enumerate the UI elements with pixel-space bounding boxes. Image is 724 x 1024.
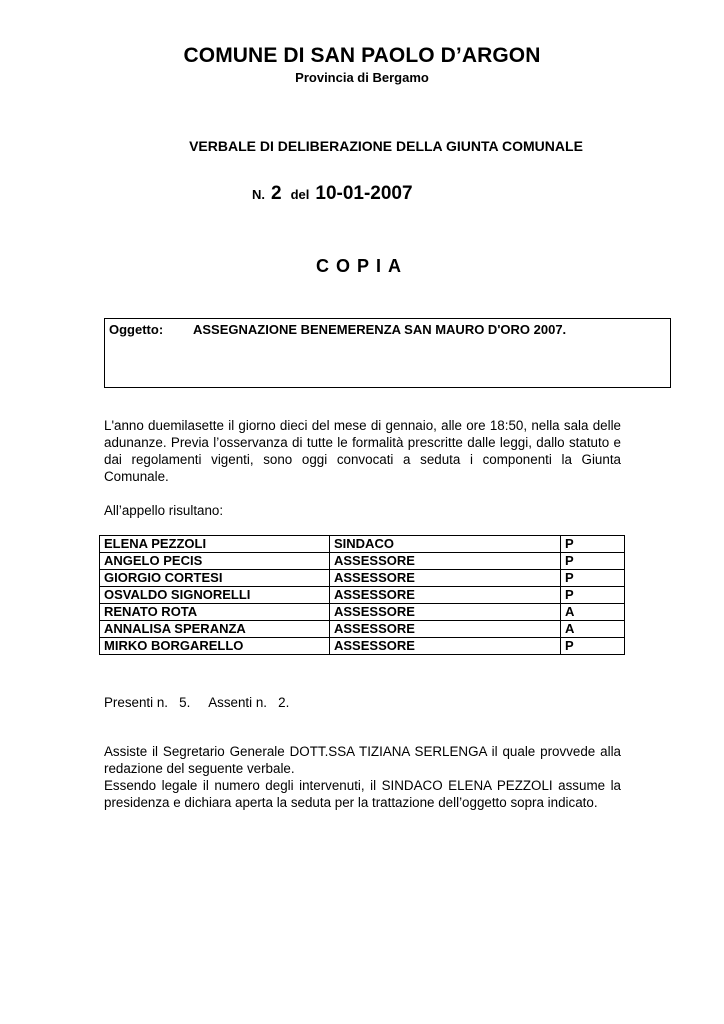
closing-paragraph (104, 743, 621, 811)
page-subtitle: Provincia di Bergamo (295, 70, 429, 85)
copy-label: COPIA (315, 256, 408, 276)
member-name: ANNALISA SPERANZA (100, 621, 330, 638)
table-row (100, 536, 625, 553)
table-row (100, 638, 625, 655)
member-name: MIRKO BORGARELLO (100, 638, 330, 655)
table-row (100, 604, 625, 621)
appello-line: All’appello risultano: (104, 503, 224, 518)
member-status: A (561, 604, 625, 621)
document-number-line (252, 183, 413, 205)
member-status: P (561, 553, 625, 570)
member-role: ASSESSORE (330, 553, 561, 570)
member-role: ASSESSORE (330, 638, 561, 655)
member-role: ASSESSORE (330, 604, 561, 621)
closing-paragraph-line2: Essendo legale il numero degli intervenuti, il SINDACO ELENA PEZZOLI assume la presidenza e dichiara aperta la seduta per la trattazione dell’oggetto sopra indicato. (104, 778, 621, 810)
oggetto-box (104, 318, 671, 388)
member-role: ASSESSORE (330, 587, 561, 604)
oggetto-label: Oggetto: (109, 322, 164, 337)
member-name: GIORGIO CORTESI (100, 570, 330, 587)
closing-paragraph-line1: Assiste il Segretario Generale DOTT.SSA TIZIANA SERLENGA il quale provvede alla redazione del seguente verbale. (104, 744, 621, 776)
member-role: SINDACO (330, 536, 561, 553)
opening-paragraph-text: L'anno duemilasette il giorno dieci del mese di gennaio, alle ore 18:50, nella sala delle adunanze. Previa l’osservanza di tutte le formalità prescritte dalle leggi, dallo statuto e dai regolamenti vigenti, sono oggi convocati a seduta i componenti la Giunta Comunale. (104, 418, 621, 484)
document-type: VERBALE DI DELIBERAZIONE DELLA GIUNTA COMUNALE (189, 138, 583, 154)
oggetto-text: ASSEGNAZIONE BENEMERENZA SAN MAURO D'ORO 2007. (193, 322, 567, 337)
member-status: A (561, 621, 625, 638)
member-status: P (561, 570, 625, 587)
table-row (100, 587, 625, 604)
member-status: P (561, 638, 625, 655)
member-name: ANGELO PECIS (100, 553, 330, 570)
member-status: P (561, 587, 625, 604)
member-role: ASSESSORE (330, 621, 561, 638)
member-name: RENATO ROTA (100, 604, 330, 621)
document-date: 10-01-2007 (315, 183, 413, 204)
document-number: 2 (271, 183, 282, 204)
attendance-summary: Presenti n. 5. Assenti n. 2. (104, 695, 290, 710)
date-label: del (290, 187, 310, 202)
member-role: ASSESSORE (330, 570, 561, 587)
member-status: P (561, 536, 625, 553)
members-table (99, 535, 625, 655)
number-label: N. (252, 187, 265, 202)
member-name: OSVALDO SIGNORELLI (100, 587, 330, 604)
table-row (100, 621, 625, 638)
member-name: ELENA PEZZOLI (100, 536, 330, 553)
table-row (100, 570, 625, 587)
table-row (100, 553, 625, 570)
opening-paragraph (104, 417, 621, 485)
page-title: COMUNE DI SAN PAOLO D’ARGON (183, 44, 541, 67)
